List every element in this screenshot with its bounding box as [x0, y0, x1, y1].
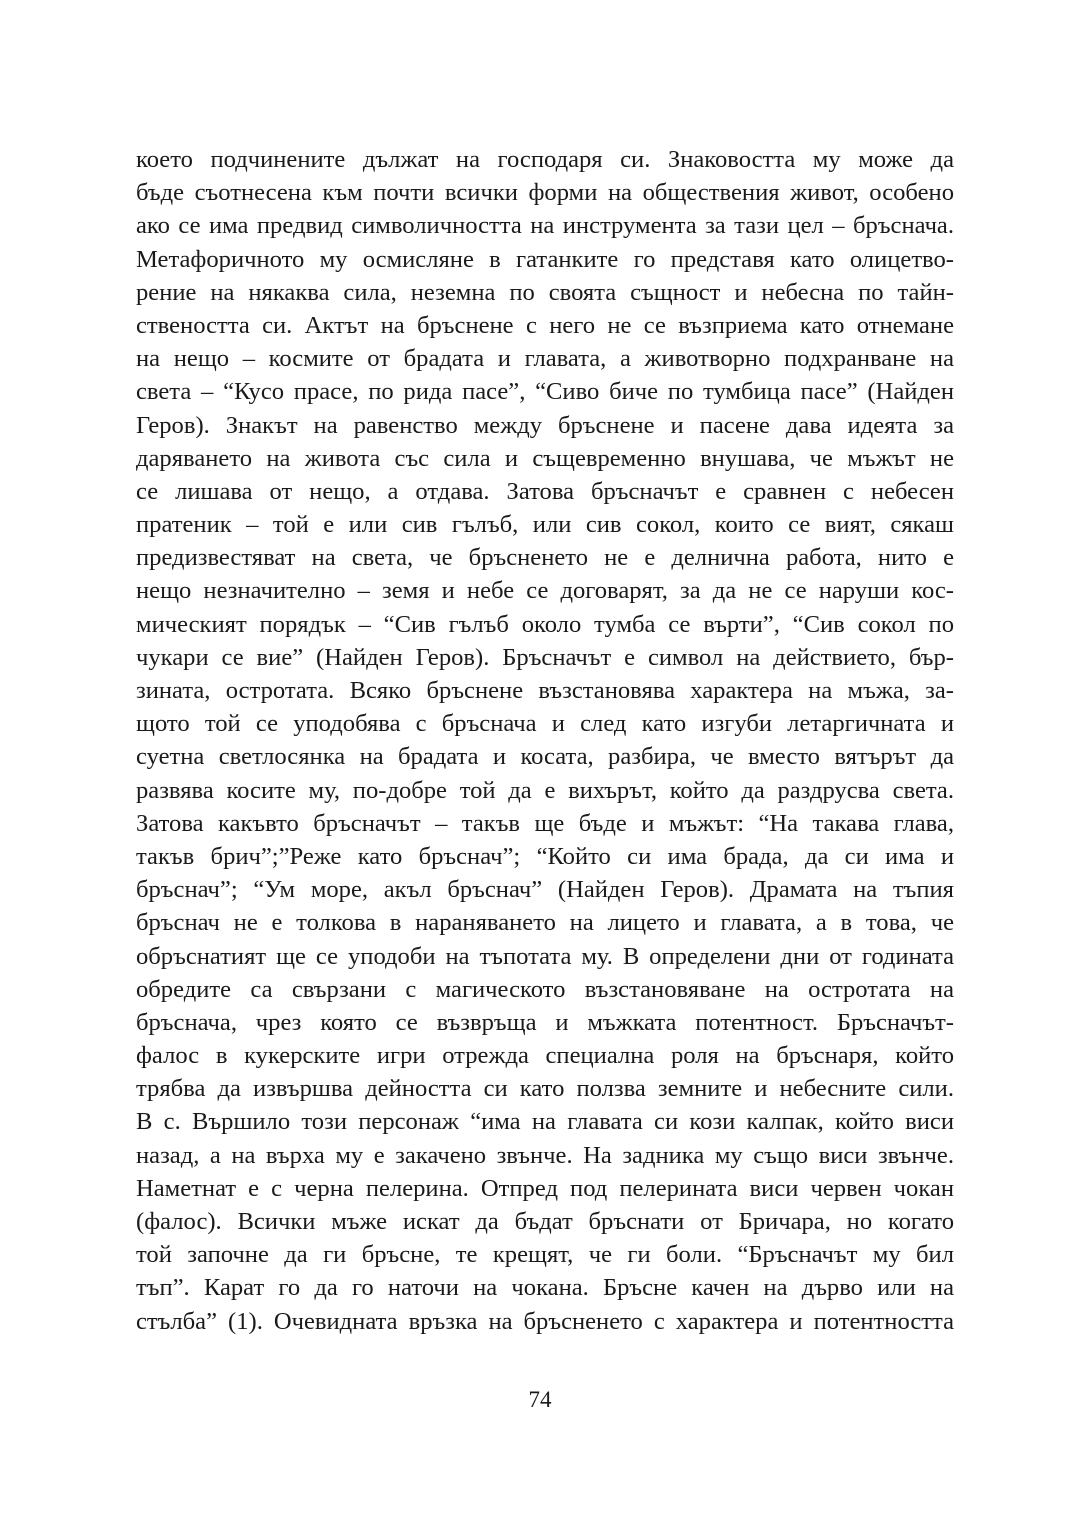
body-text [136, 143, 954, 1338]
text-line: се лишава от нещо, а отдава. Затова бръсначът е сравнен с небесен [136, 477, 954, 505]
text-line: на нещо – космите от брадата и главата, а животворно подхранване на [136, 345, 954, 373]
text-line: фалос в кукерските игри отрежда специална роля на бръснаря, който [136, 1042, 954, 1070]
page-number: 74 [528, 1387, 552, 1412]
text-line: което подчинените дължат на господаря си. Знаковостта му може да [136, 146, 954, 173]
text-line: трябва да извършва дейността си като ползва земните и небесните сили. [136, 1075, 954, 1103]
text-line: Наметнат е с черна пелерина. Отпред под пелерината виси червен чокан [136, 1174, 954, 1202]
text-line: обръснатият ще се уподоби на тъпотата му. В определени дни от годината [136, 942, 954, 970]
text-line: суетна светлосянка на брадата и косата, разбира, че вместо вятърът да [136, 743, 954, 771]
text-line: В с. Вършило този персонаж “има на главата си кози калпак, който виси [136, 1108, 954, 1136]
text-line: зината, остротата. Всяко бръснене възстановява характера на мъжа, за- [136, 677, 954, 704]
text-line: Затова какъвто бръсначът – такъв ще бъде и мъжът: “На такава глава, [136, 809, 954, 837]
text-line: развява косите му, по-добре той да е вихърът, който да раздрусва света. [136, 776, 954, 804]
text-line: ствеността си. Актът на бръснене с него не се възприема като отнемане [136, 311, 954, 339]
text-line: мическият порядък – “Сив гълъб около тумба се върти”, “Сив сокол по [136, 610, 954, 638]
text-line: бръснача, чрез която се възвръща и мъжката потентност. Бръсначът- [136, 1008, 954, 1036]
text-line: обредите са свързани с магическото възстановяване на остротата на [136, 975, 954, 1003]
text-line: даряването на живота със сила и същевременно внушава, че мъжът не [136, 444, 954, 472]
text-line: назад, а на върха му е закачено звънче. На задника му също виси звънче. [136, 1141, 954, 1169]
text-line: пратеник – той е или сив гълъб, или сив сокол, които се вият, сякаш [136, 511, 954, 539]
text-line: чукари се вие” (Найден Геров). Бръсначът е символ на действието, бър- [136, 643, 954, 671]
text-line: стълба” (1). Очевидната връзка на бръсненето с характера и потентността [136, 1307, 954, 1335]
text-line: света – “Кусо прасе, по рида пасе”, “Сиво биче по тумбица пасе” (Найден [136, 378, 954, 406]
text-line: Метафоричното му осмисляне в гатанките го представя като олицетво- [136, 245, 954, 273]
text-line: бъде съотнесена към почти всички форми на обществения живот, особено [136, 179, 954, 207]
text-line: Геров). Знакът на равенство между бръснене и пасене дава идеята за [136, 411, 954, 439]
text-line: ако се има предвид символичността на инструмента за тази цел – бръснача. [136, 212, 954, 240]
text-line: рение на някаква сила, неземна по своята същност и небесна по тайн- [136, 278, 954, 306]
text-line: тъп”. Карат го да го наточи на чокана. Бръсне качен на дърво или на [136, 1274, 954, 1302]
text-line: (фалос). Всички мъже искат да бъдат бръснати от Бричара, но когато [136, 1208, 954, 1235]
text-line: такъв брич”;”Реже като бръснач”; “Който си има брада, да си има и [136, 842, 954, 870]
text-line: щото той се уподобява с бръснача и след като изгуби летаргичната и [136, 710, 954, 738]
text-line: бръснач”; “Ум море, акъл бръснач” (Найден Геров). Драмата на тъпия [136, 876, 954, 904]
text-line: той започне да ги бръсне, те крещят, че ги боли. “Бръсначът му бил [136, 1241, 954, 1269]
text-line: бръснач не е толкова в нараняването на лицето и главата, а в това, че [136, 909, 954, 937]
text-line: нещо незначително – земя и небе се договарят, за да не се наруши кос- [136, 577, 954, 605]
text-line: предизвестяват на света, че бръсненето не е делнична работа, нито е [136, 544, 954, 572]
